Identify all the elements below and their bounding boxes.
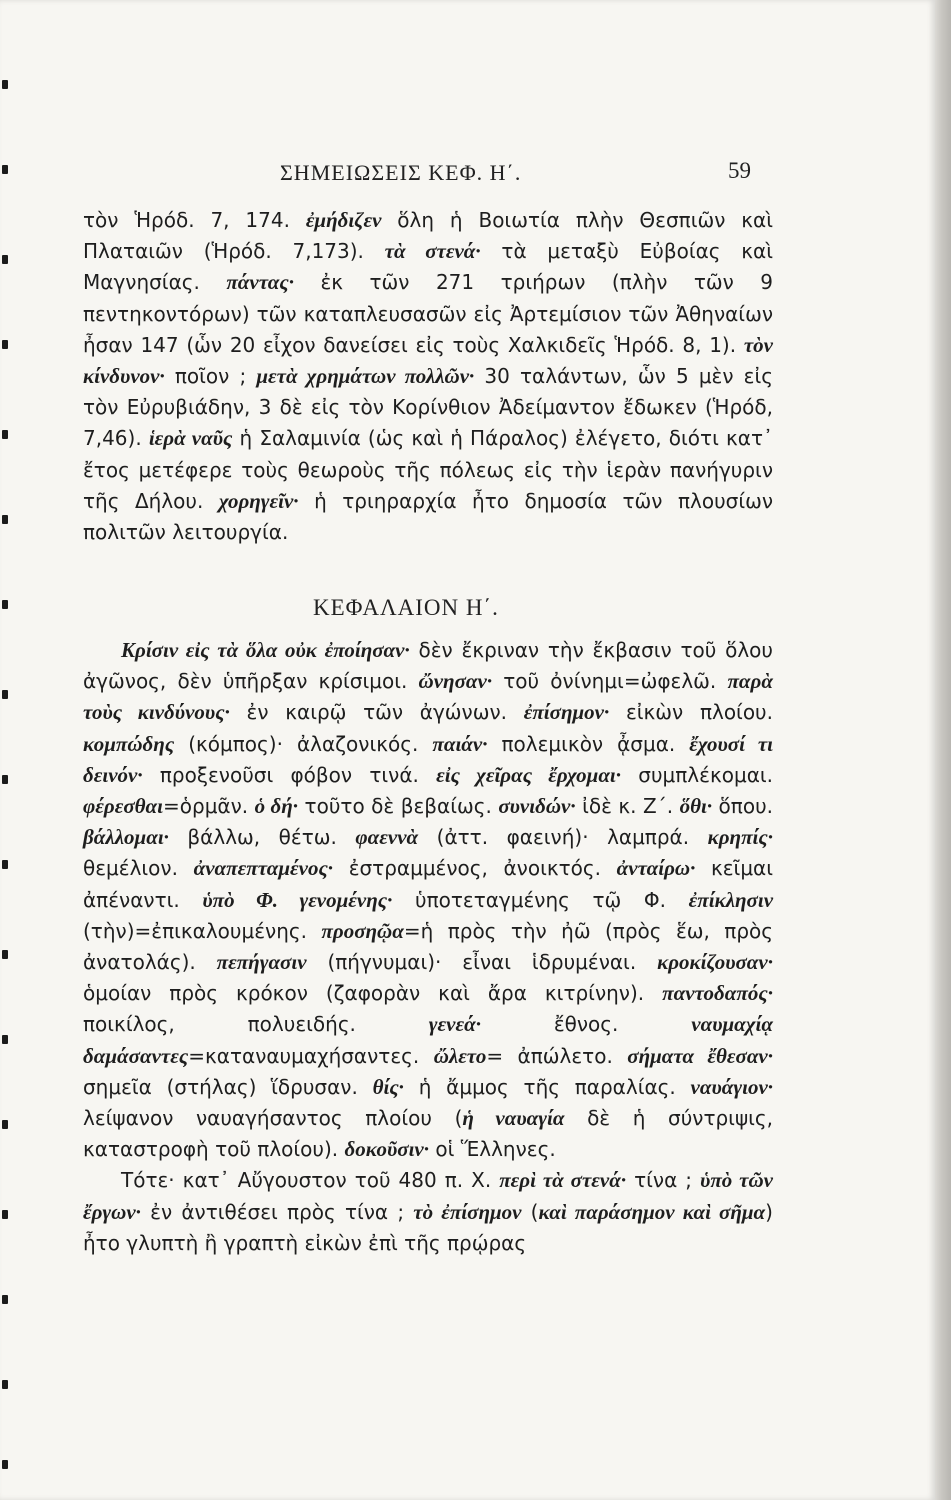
stitch-hole-icon [2,165,8,174]
text-run: ἐστραμμένος, ἀνοικτός. [333,856,617,881]
text-run: τοῦ ὀνίνημι=ὠφελῶ. [492,669,728,694]
notes-paragraph [83,635,773,1165]
lemma: ὤλετο [433,1043,487,1068]
lemma: τὸ ἐπίσημον [413,1199,522,1224]
text-run: ὅλη ἡ Βοιωτία πλὴν Θεσπιῶν καὶ Πλαταιῶν (Ἡρόδ. 7,173). [83,208,773,264]
text-run: ποῖον ; [164,364,257,389]
text-run: ποικίλος, πολυειδής. [83,1012,429,1037]
text-run: ὅπου. [712,794,773,819]
lemma: γενεά· [428,1012,481,1037]
lemma: συνιδών· [498,794,576,819]
page-number: 59 [728,158,751,183]
text-run: λείψανον ναυαγήσαντος πλοίου ( [83,1106,463,1131]
text-run: συμπλέκομαι. [621,762,774,787]
text-run: =ὁρμᾶν. [163,794,255,819]
stitch-hole-icon [2,600,8,609]
text-run: =ἡ πρὸς τὴν ἠῶ (πρὸς ἕω, πρὸς ἀνατολάς). [83,918,774,975]
lemma: ἡ ναυαγία [462,1106,565,1131]
stitch-hole-icon [2,1035,8,1044]
lemma: Κρίσιν εἰς τὰ ὅλα οὐκ ἐποίησαν· [121,638,410,662]
lemma: ἔχουσί τι δεινόν· [83,731,773,787]
lemma: ὑπὸ τῶν ἔργων· [83,1168,774,1224]
text-run: Τότε· κατ᾽ Αὔγουστον τοῦ 480 π. Χ. [121,1168,500,1193]
text-run: =καταναυμαχήσαντες. [188,1043,434,1068]
stitch-hole-icon [2,430,8,439]
text-run: προξενοῦσι φόβον τινά. [142,762,437,787]
lemma: δοκοῦσιν· [344,1137,429,1162]
text-run: ) ἦτο γλυπτὴ ἢ γραπτὴ εἰκὼν ἐπὶ τῆς πρῴρας [83,1199,773,1255]
text-run: ἰδὲ κ. Ζ΄. [575,794,680,819]
lemma: τὰ στενά· [384,239,481,264]
lemma: ὅθι· [679,794,713,819]
lemma: ὑπὸ Φ. γενομένης· [202,887,393,912]
lemma: πάντας· [226,270,294,295]
lemma: ὁ δή· [254,794,299,819]
text-run: βάλλω, θέτω. [168,825,356,850]
text-run: θεμέλιον. [83,856,194,881]
lemma: παντοδαπός· [662,981,773,1006]
lemma: μετὰ χρημάτων πολλῶν· [256,364,475,389]
text-run: εἰκὼν πλοίου. [609,700,773,725]
text-run: ἐν ἀντιθέσει πρὸς τίνα ; [140,1199,414,1224]
text-run: ὁμοίαν πρὸς κρόκον (ζαφορὰν καὶ ἄρα κιτρίνην). [83,981,663,1006]
text-run: ἡ ἄμμος τῆς παραλίας. [403,1074,691,1099]
lemma: ἐμήδιζεν [305,208,382,232]
notes-paragraph [83,1165,773,1259]
lemma: βάλλομαι· [83,825,169,850]
lemma: κρηπίς· [707,825,773,850]
stitch-hole-icon [2,775,8,784]
text-run: δὲ ἡ σύντριψις, καταστροφὴ τοῦ πλοίου). [83,1106,773,1162]
text-run: ἡ Σαλαμινία (ὡς καὶ ἡ Πάραλος) ἐλέγετο, διότι κατ᾽ ἔτος μετέφερε τοὺς θεωροὺς τῆς πόλεως εἰς τὴν ἱερὰν πανήγυριν τῆς Δήλου. [83,426,773,513]
lemma: ναυμαχίᾳ δαμάσαντες [83,1012,773,1068]
binding-stitch-holes [0,0,12,1500]
lemma: προσηῷα [321,918,404,943]
text-run: τὸν Ἡρόδ. 7, 174. [83,208,306,232]
text-run: ἐκ τῶν 271 τριήρων (πλὴν τῶν 9 πεντηκοντόρων) τῶν καταπλευσασῶν εἰς Ἀρτεμίσιον τῶν Ἀθηναίων ἦσαν 147 (ὧν 20 εἶχον δανείσει εἰς τοὺς Χαλκιδεῖς Ἡρόδ. 8, 1). [83,270,774,357]
lemma: χορηγεῖν· [218,488,299,513]
text-run: ἔθνος. [480,1012,692,1037]
text-run: (πήγνυμαι)· εἶναι ἱδρυμέναι. [306,950,658,975]
text-run: ἡ τριηραρχία ἦτο δημοσία τῶν πλουσίων πολιτῶν λειτουργία. [83,488,774,545]
text-run: (τὴν)=ἐπικαλουμένης. [83,918,322,943]
chapter-notes-text [83,635,773,1259]
text-run: δὲν ἔκριναν τὴν ἔκβασιν τοῦ ὅλου ἀγῶνος, δὲν ὑπῆρξαν κρίσιμοι. [83,638,773,694]
text-run: τοῦτο δὲ βεβαίως. [298,794,499,819]
stitch-hole-icon [2,80,8,89]
stitch-hole-icon [2,860,8,869]
lemma: σήματα ἔθεσαν· [627,1043,774,1068]
text-run: ὑποτεταγμένης τῷ Φ. [392,887,689,912]
stitch-hole-icon [2,1210,8,1219]
lemma: ἐπίσημον· [523,700,610,725]
lemma: ἐπίκλησιν [688,887,774,912]
stitch-hole-icon [2,1295,8,1304]
stitch-hole-icon [2,690,8,699]
lemma: πεπήγασιν [216,950,307,975]
text-run: ( [521,1199,539,1224]
stitch-hole-icon [2,255,8,264]
stitch-hole-icon [2,1120,8,1129]
lemma: εἰς χεῖρας ἔρχομαι· [436,762,622,787]
lemma: φαεννὰ [355,825,419,850]
text-run: (ἀττ. φαεινή)· λαμπρά. [418,825,708,850]
page-edge [935,0,951,1500]
lemma: καὶ παράσημον καὶ σῆμα [538,1199,766,1224]
text-run: = ἀπώλετο. [486,1043,628,1068]
text-run: (κόμπος)· ἀλαζονικός. [174,731,433,756]
notes-text [83,205,773,548]
lemma: θίς· [372,1074,404,1099]
text-run: 30 ταλάντων, ὧν 5 μὲν εἰς τὸν Εὐρυβιάδην, 3 δὲ εἰς τὸν Κορίνθιον Ἀδείμαντον ἔδωκεν (Ἡρόδ, 7,46). [83,364,773,451]
lemma: τὸν κίνδυνον· [83,332,773,389]
lemma: παιάν· [432,731,488,756]
text-run: τὰ μεταξὺ Εὐβοίας καὶ Μαγνησίας. [83,239,774,295]
stitch-hole-icon [2,1460,8,1469]
text-run: σημεῖα (στήλας) ἵδρυσαν. [83,1074,373,1099]
lemma: ναυάγιον· [690,1074,774,1099]
lemma: ἱερὰ ναῦς [148,426,233,451]
text-run: κεῖμαι ἀπέναντι. [83,856,774,912]
stitch-hole-icon [2,1380,8,1389]
notes-paragraph [83,205,773,548]
text-run: πολεμικὸν ᾆσμα. [487,731,690,756]
text-run: οἱ Ἕλληνες. [428,1137,556,1162]
lemma: ἀναπεπταμένος· [193,856,334,881]
stitch-hole-icon [2,340,8,349]
lemma: φέρεσθαι [83,794,164,819]
lemma: ὤνησαν· [418,669,493,694]
text-run: τίνα ; [626,1168,701,1193]
text-run: ἐν καιρῷ τῶν ἀγώνων. [229,700,524,725]
lemma: κομπώδης [83,731,175,756]
lemma: ἀνταίρω· [616,856,696,881]
lemma: παρὰ τοὺς κινδύνους· [83,669,773,725]
chapter-heading: ΚΕΦΑΛΑΙΟΝ Η΄. [313,595,499,620]
running-head: ΣΗΜΕΙΩΣΕΙΣ ΚΕΦ. Η΄. [280,160,522,185]
stitch-hole-icon [2,515,8,524]
stitch-hole-icon [2,950,8,959]
lemma: περὶ τὰ στενά· [499,1168,627,1193]
lemma: κροκίζουσαν· [657,950,773,975]
